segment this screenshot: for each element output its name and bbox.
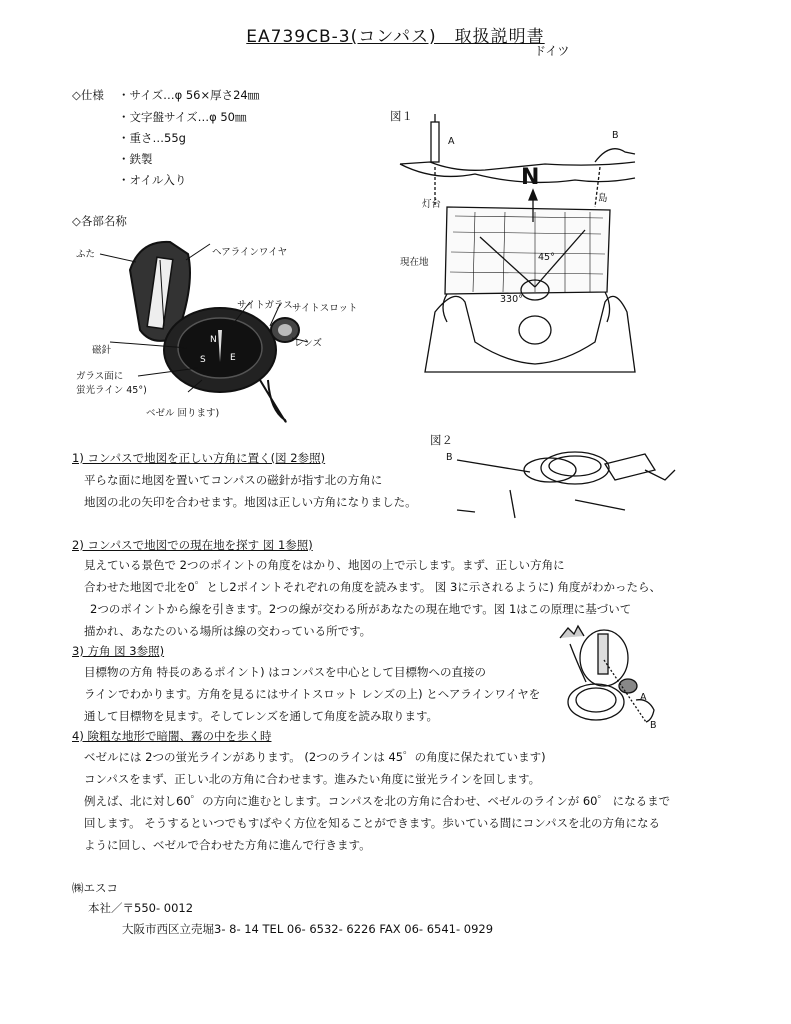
section-4-line: ように回し、ベゼルで合わせた方角に進んで行きます。 (84, 838, 371, 852)
fig2-label: 図２ (430, 433, 453, 447)
section-2-line: 見えている景色で 2つのポイントの角度をはかり、地図の上で示します。まず、正しい方角に (84, 558, 565, 572)
spec-item: ・オイル入り (118, 173, 187, 187)
part-label-glass-line2: 蛍光ライン 45°) (76, 385, 147, 396)
company-name: ㈱エスコ (72, 881, 118, 895)
section-2-heading: 2) コンパスで地図での現在地を探す 図 1参照) (72, 538, 313, 552)
document-title: EA739CB-3(コンパス) 取扱説明書 (246, 27, 545, 47)
section-4-line: ベゼルには 2つの蛍光ラインがあります。 (2つのラインは 45゜の角度に保たれています) (84, 750, 546, 764)
part-label-hairline: ヘアラインワイヤ (212, 247, 288, 258)
fig1-label: 図１ (390, 109, 413, 123)
section-4-heading: 4) 険粗な地形で暗闇、霧の中を歩く時 (72, 729, 272, 743)
figure-3-compass-sighting (556, 620, 676, 735)
section-1-line: 平らな面に地図を置いてコンパスの磁針が指す北の方角に (84, 473, 383, 487)
part-label-lid: ふた (76, 249, 96, 260)
spec-item: ・重さ…55g (118, 131, 186, 145)
figure-2-compass-on-map (455, 440, 685, 520)
fig1-current-label: 現在地 (400, 257, 429, 268)
section-4-line: 例えば、北に対し60゜の方向に進むとします。コンパスを北の方角に合わせ、ベゼルのラインが 60゜ になるまで (84, 794, 671, 808)
compass-parts-illustration (70, 230, 370, 430)
part-label-lens: レンズ (294, 338, 322, 349)
section-3-heading: 3) 方角 図 3参照) (72, 644, 165, 658)
section-1-heading: 1) コンパスで地図を正しい方角に置く(図 2参照) (72, 451, 326, 465)
section-2-line: 描かれ、あなたのいる場所は線の交わっている所です。 (84, 624, 372, 638)
svg-text:S: S (200, 355, 206, 365)
svg-text:E: E (230, 353, 236, 363)
section-2-line: 2つのポイントから線を引きます。2つの線が交わる所があなたの現在地です。図 1はこの原理に基づいて (90, 602, 632, 616)
company-address: 大阪市西区立売堀3‐ 8‐ 14 TEL 06‐ 6532‐ 6226 FAX 06‐ 6541‐ 0929 (122, 922, 494, 936)
section-3-line: 目標物の方角 特長のあるポイント) はコンパスを中心として目標物への直接の (84, 665, 486, 679)
section-4-line: コンパスをまず、正しい北の方角に合わせます。進みたい角度に蛍光ラインを回します。 (84, 772, 541, 786)
part-label-needle: 磁針 (92, 345, 112, 356)
fig2-point-b: B (446, 452, 453, 463)
spec-heading: ◇仕様 (72, 88, 104, 102)
part-label-sight-slot: サイトスロット (292, 303, 358, 314)
fig1-point-a: A (448, 136, 455, 147)
fig1-point-b: B (612, 130, 619, 141)
section-4-line: 回します。 そうするといつでもすばやく方位を知ることができます。歩いている間にコンパスを北の方角になる (84, 816, 661, 830)
spec-item: ・サイズ…φ 56×厚さ24㎜ (118, 88, 260, 102)
section-2-line: 合わせた地図で北を0゜とし2ポイントそれぞれの角度を読みます。 図 3に示されるように) 角度がわかったら、 (84, 580, 661, 594)
part-label-glass-line1: ガラス面に (76, 371, 124, 382)
fig1-north-mark: N (521, 165, 540, 190)
fig1-angle-45: 45° (538, 252, 555, 263)
fig1-island-label: 島 (598, 193, 608, 204)
svg-text:N: N (210, 335, 217, 345)
fig3-point-b: B (650, 720, 657, 731)
section-1-line: 地図の北の矢印を合わせます。地図は正しい方角になりました。 (84, 495, 417, 509)
spec-item: ・鉄製 (118, 152, 153, 166)
section-3-line: 通して目標物を見ます。そしてレンズを通して角度を読み取ります。 (84, 709, 439, 723)
fig1-lighthouse-label: 灯台 (422, 199, 442, 210)
maker-origin: ドイツ (534, 44, 570, 58)
figure-1-map-illustration (395, 112, 640, 377)
spec-item: ・文字盤サイズ…φ 50㎜ (118, 110, 247, 124)
part-label-bezel: ベゼル 回ります) (146, 408, 220, 419)
fig1-angle-330: 330° (500, 294, 523, 305)
fig3-point-a: A (640, 692, 647, 703)
section-3-line: ラインでわかります。方角を見るにはサイトスロット レンズの上) とヘアラインワイヤを (84, 687, 541, 701)
part-label-sight-glass: サイトガラス (237, 300, 293, 311)
parts-heading: ◇各部名称 (72, 214, 127, 228)
company-office: 本社／〒550‐ 0012 (88, 901, 194, 915)
